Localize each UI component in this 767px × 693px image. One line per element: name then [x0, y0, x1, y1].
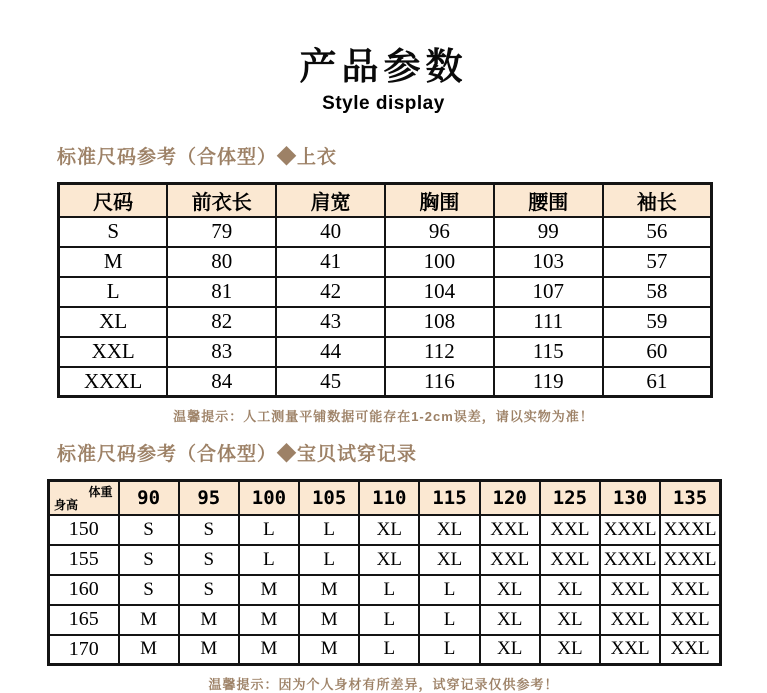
table-row [59, 307, 712, 337]
recommended-size-cell: L [419, 575, 479, 605]
measurement-cell: 112 [385, 337, 494, 367]
measurement-cell: 111 [494, 307, 603, 337]
size-label-cell: XXL [59, 337, 168, 367]
height-row-header-cell: 150 [49, 515, 119, 545]
weight-header-cell: 90 [119, 481, 179, 515]
recommended-size-cell: XL [359, 515, 419, 545]
recommended-size-cell: L [359, 575, 419, 605]
size-label-cell: S [59, 217, 168, 247]
height-row-header-cell: 170 [49, 635, 119, 665]
measurement-cell: 57 [603, 247, 712, 277]
recommended-size-cell: XL [419, 545, 479, 575]
measurement-cell: 43 [276, 307, 385, 337]
measurement-cell: 103 [494, 247, 603, 277]
table-row [49, 515, 721, 545]
recommended-size-cell: XXXL [600, 545, 660, 575]
height-row-header-cell: 155 [49, 545, 119, 575]
table-row [49, 605, 721, 635]
recommended-size-cell: XL [480, 605, 540, 635]
recommended-size-cell: L [419, 635, 479, 665]
weight-header-cell: 105 [299, 481, 359, 515]
weight-header-cell: 110 [359, 481, 419, 515]
size-label-cell: M [59, 247, 168, 277]
measurement-cell: 42 [276, 277, 385, 307]
fit-table-body [49, 515, 721, 665]
recommended-size-cell: XL [419, 515, 479, 545]
size-table-header [59, 184, 712, 217]
measurement-cell: 104 [385, 277, 494, 307]
size-reference-table [57, 182, 713, 398]
header-cell: 腰围 [494, 184, 603, 217]
measurement-cell: 81 [167, 277, 276, 307]
measurement-cell: 100 [385, 247, 494, 277]
header-cell: 尺码 [59, 184, 168, 217]
recommended-size-cell: L [299, 515, 359, 545]
weight-header-cell: 135 [660, 481, 720, 515]
recommended-size-cell: S [119, 515, 179, 545]
recommended-size-cell: M [239, 635, 299, 665]
header-cell: 肩宽 [276, 184, 385, 217]
size-label-cell: L [59, 277, 168, 307]
table-row [59, 367, 712, 397]
recommended-size-cell: M [239, 575, 299, 605]
size-label-cell: XXXL [59, 367, 168, 397]
table-row [59, 277, 712, 307]
table-row [59, 247, 712, 277]
measurement-cell: 107 [494, 277, 603, 307]
corner-height-label: 身高 [54, 497, 79, 512]
recommended-size-cell: M [179, 605, 239, 635]
recommended-size-cell: M [299, 605, 359, 635]
recommended-size-cell: L [359, 605, 419, 635]
weight-header-cell: 115 [419, 481, 479, 515]
measurement-cell: 60 [603, 337, 712, 367]
table-row [49, 575, 721, 605]
recommended-size-cell: XL [480, 575, 540, 605]
recommended-size-cell: L [299, 545, 359, 575]
recommended-size-cell: S [179, 545, 239, 575]
weight-header-cell: 95 [179, 481, 239, 515]
size-label-cell: XL [59, 307, 168, 337]
measurement-cell: 59 [603, 307, 712, 337]
recommended-size-cell: XXL [600, 635, 660, 665]
header-cell: 胸围 [385, 184, 494, 217]
recommended-size-cell: XXXL [600, 515, 660, 545]
measurement-cell: 45 [276, 367, 385, 397]
table-row [59, 217, 712, 247]
recommended-size-cell: S [119, 545, 179, 575]
weight-header-cell: 125 [540, 481, 600, 515]
corner-weight-label: 体重 [88, 485, 113, 499]
recommended-size-cell: L [239, 545, 299, 575]
recommended-size-cell: XXL [540, 545, 600, 575]
page-title: 产品参数 [299, 46, 468, 87]
recommended-size-cell: M [299, 575, 359, 605]
recommended-size-cell: S [119, 575, 179, 605]
header-cell: 前衣长 [167, 184, 276, 217]
height-row-header-cell: 160 [49, 575, 119, 605]
measurement-cell: 108 [385, 307, 494, 337]
measurement-cell: 115 [494, 337, 603, 367]
recommended-size-cell: XL [540, 575, 600, 605]
table-row [49, 635, 721, 665]
size-table-body [59, 217, 712, 397]
table-row [49, 545, 721, 575]
page-subtitle: Style display [322, 93, 445, 114]
recommended-size-cell: XXXL [660, 515, 720, 545]
try-on-record-table [47, 479, 722, 666]
recommended-size-cell: XL [540, 635, 600, 665]
recommended-size-cell: S [179, 515, 239, 545]
fit-table-note: 温馨提示：因为个人身材有所差异，试穿记录仅供参考！ [208, 677, 559, 692]
measurement-cell: 116 [385, 367, 494, 397]
recommended-size-cell: XXL [660, 575, 720, 605]
recommended-size-cell: XXL [660, 605, 720, 635]
table-header-row [49, 481, 721, 515]
recommended-size-cell: L [359, 635, 419, 665]
weight-header-cell: 100 [239, 481, 299, 515]
recommended-size-cell: XXL [540, 515, 600, 545]
measurement-cell: 61 [603, 367, 712, 397]
measurement-cell: 56 [603, 217, 712, 247]
recommended-size-cell: XXL [600, 605, 660, 635]
measurement-cell: 99 [494, 217, 603, 247]
recommended-size-cell: XXL [480, 515, 540, 545]
height-row-header-cell: 165 [49, 605, 119, 635]
recommended-size-cell: XXL [600, 575, 660, 605]
table-row [59, 337, 712, 367]
recommended-size-cell: XL [480, 635, 540, 665]
recommended-size-cell: XL [540, 605, 600, 635]
header-cell: 袖长 [603, 184, 712, 217]
weight-header-cell: 130 [600, 481, 660, 515]
weight-header-cell: 120 [480, 481, 540, 515]
size-section-heading: 标准尺码参考（合体型）◆上衣 [57, 147, 338, 168]
measurement-cell: 40 [276, 217, 385, 247]
recommended-size-cell: M [119, 635, 179, 665]
recommended-size-cell: M [239, 605, 299, 635]
measurement-cell: 41 [276, 247, 385, 277]
recommended-size-cell: XL [359, 545, 419, 575]
measurement-cell: 83 [167, 337, 276, 367]
measurement-cell: 96 [385, 217, 494, 247]
measurement-cell: 58 [603, 277, 712, 307]
size-table-note: 温馨提示：人工测量平铺数据可能存在1-2cm误差，请以实物为准！ [173, 409, 594, 424]
fit-table-header [49, 481, 721, 515]
fit-section-heading: 标准尺码参考（合体型）◆宝贝试穿记录 [57, 444, 418, 465]
recommended-size-cell: XXL [660, 635, 720, 665]
measurement-cell: 79 [167, 217, 276, 247]
measurement-cell: 119 [494, 367, 603, 397]
recommended-size-cell: L [239, 515, 299, 545]
measurement-cell: 84 [167, 367, 276, 397]
recommended-size-cell: M [179, 635, 239, 665]
measurement-cell: 80 [167, 247, 276, 277]
recommended-size-cell: M [299, 635, 359, 665]
recommended-size-cell: S [179, 575, 239, 605]
recommended-size-cell: M [119, 605, 179, 635]
recommended-size-cell: L [419, 605, 479, 635]
recommended-size-cell: XXXL [660, 545, 720, 575]
table-header-row [59, 184, 712, 217]
measurement-cell: 44 [276, 337, 385, 367]
recommended-size-cell: XXL [480, 545, 540, 575]
measurement-cell: 82 [167, 307, 276, 337]
corner-diagonal-cell [49, 481, 119, 515]
